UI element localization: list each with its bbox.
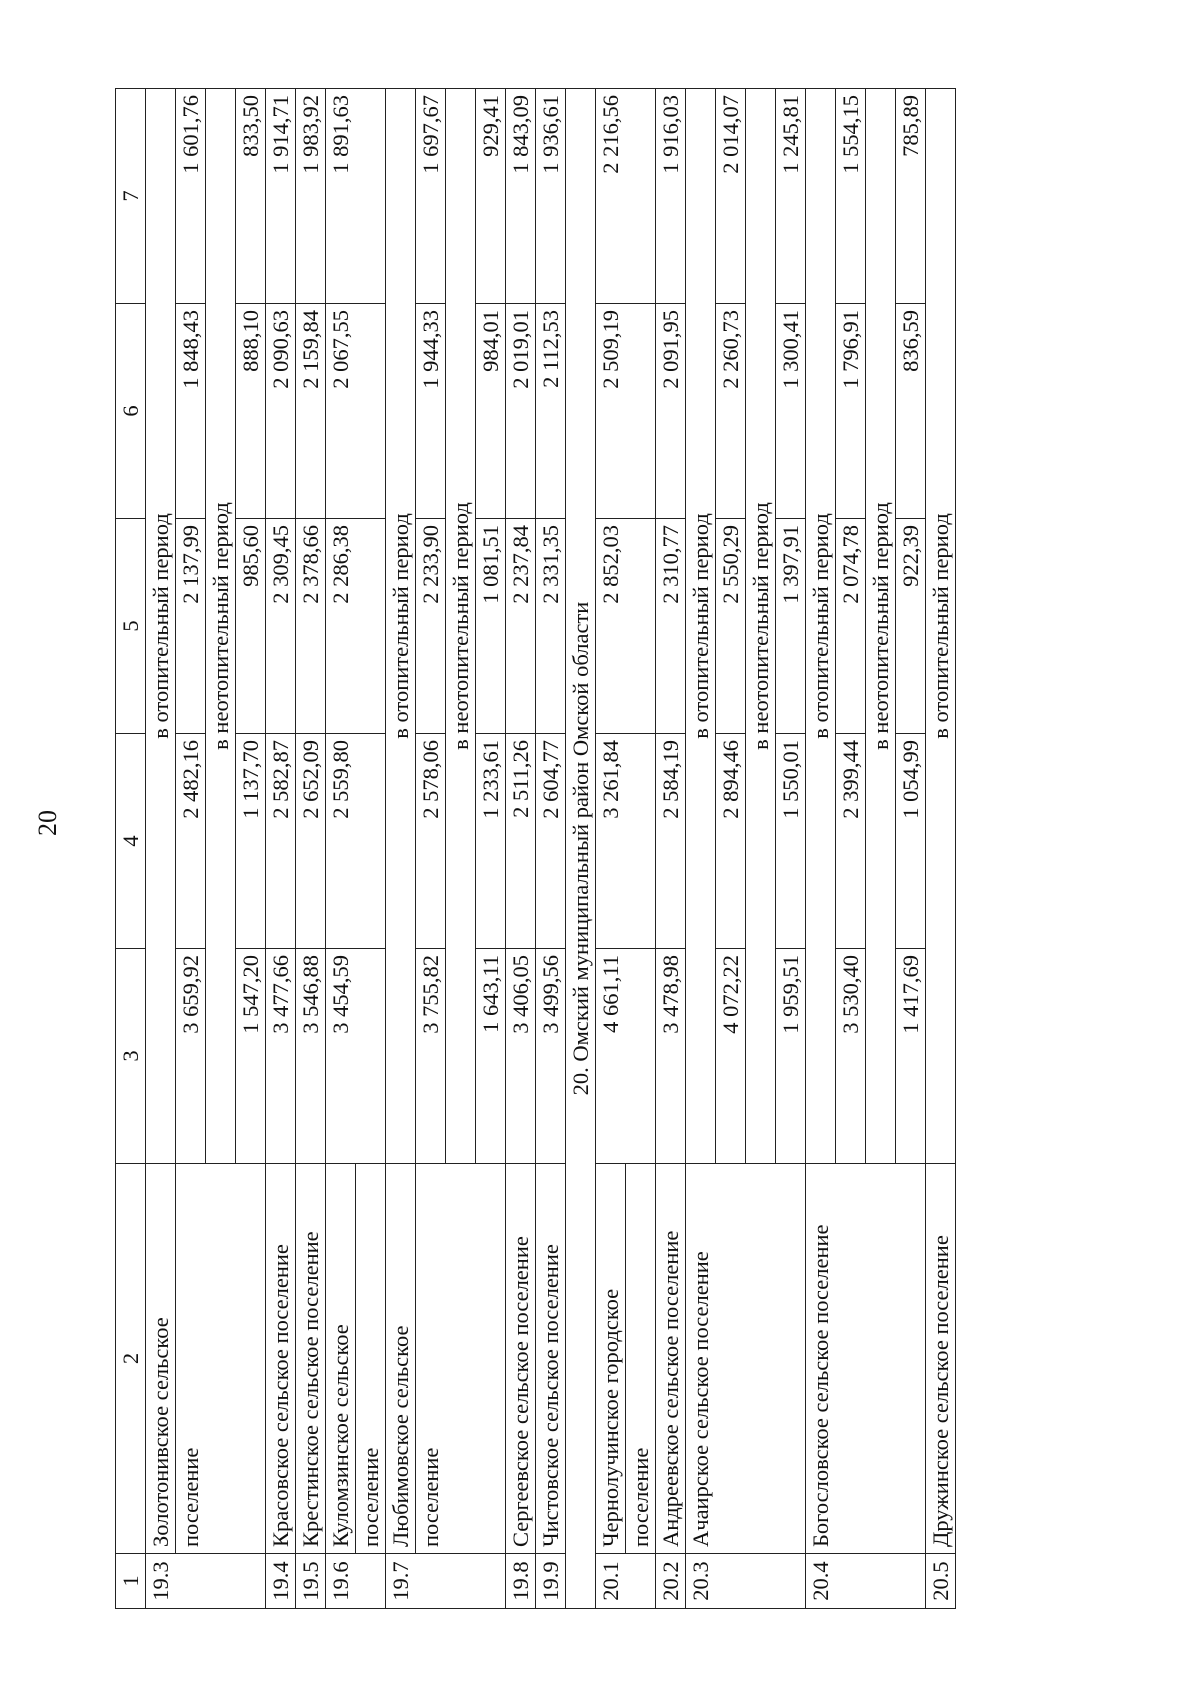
- value-cell: 2 509,19: [596, 304, 656, 519]
- row-id: 19.6: [326, 1554, 386, 1609]
- settlement-name-cont: поселение: [176, 1164, 266, 1554]
- value-cell: 2 137,99: [176, 519, 206, 734]
- value-cell: 3 261,84: [596, 734, 656, 949]
- column-header: 4: [116, 734, 146, 949]
- table-row: [656, 89, 686, 1609]
- value-cell: 1 796,91: [836, 304, 866, 519]
- value-cell: 1 081,51: [476, 519, 506, 734]
- settlement-name-cont: поселение: [416, 1164, 506, 1554]
- value-cell: 833,50: [236, 89, 266, 304]
- section-row: [566, 89, 596, 1609]
- row-id: 19.7: [386, 1554, 506, 1609]
- table-row: [596, 89, 626, 1609]
- value-cell: 2 652,09: [296, 734, 326, 949]
- value-cell: 2 286,38: [326, 519, 386, 734]
- row-id: 19.5: [296, 1554, 326, 1609]
- value-cell: 2 331,35: [536, 519, 566, 734]
- value-cell: 2 216,56: [596, 89, 656, 304]
- value-cell: 2 091,95: [656, 304, 686, 519]
- value-cell: 1 697,67: [416, 89, 446, 304]
- table-row: [386, 89, 416, 1609]
- table-row: [806, 89, 836, 1609]
- value-cell: 1 944,33: [416, 304, 446, 519]
- value-cell: 1 936,61: [536, 89, 566, 304]
- value-cell: 1 417,69: [896, 949, 926, 1164]
- value-cell: 2 112,53: [536, 304, 566, 519]
- page-number: 20: [33, 810, 62, 836]
- value-cell: 2 852,03: [596, 519, 656, 734]
- row-id: 20.3: [686, 1554, 806, 1609]
- value-cell: 3 755,82: [416, 949, 446, 1164]
- value-cell: 2 550,29: [716, 519, 746, 734]
- row-id: 19.4: [266, 1554, 296, 1609]
- table-row: [416, 89, 446, 1609]
- value-cell: 3 530,40: [836, 949, 866, 1164]
- table-row: [296, 89, 326, 1609]
- table-header-row: [116, 89, 146, 1609]
- tariff-table: [115, 88, 956, 1609]
- settlement-name: Чистовское сельское поселение: [536, 1164, 566, 1554]
- value-cell: 1 137,70: [236, 734, 266, 949]
- settlement-name: Крестинское сельское поселение: [296, 1164, 326, 1554]
- value-cell: 2 378,66: [296, 519, 326, 734]
- settlement-name: Дружинское сельское поселение: [926, 1164, 956, 1554]
- value-cell: 1 233,61: [476, 734, 506, 949]
- period-label: в неотопительный период: [746, 89, 776, 1164]
- value-cell: 1 550,01: [776, 734, 806, 949]
- value-cell: 1 959,51: [776, 949, 806, 1164]
- value-cell: 2 067,55: [326, 304, 386, 519]
- period-label: в отопительный период: [926, 89, 956, 1164]
- value-cell: 4 661,11: [596, 949, 656, 1164]
- settlement-name: Любимовское сельское: [386, 1164, 416, 1554]
- row-id: 20.4: [806, 1554, 926, 1609]
- column-header: 3: [116, 949, 146, 1164]
- value-cell: 2 584,19: [656, 734, 686, 949]
- value-cell: 1 300,41: [776, 304, 806, 519]
- settlement-name: Куломзинское сельское: [326, 1164, 356, 1554]
- row-id: 20.5: [926, 1554, 956, 1609]
- section-title: 20. Омский муниципальный район Омской области: [566, 89, 596, 1609]
- value-cell: 785,89: [896, 89, 926, 304]
- column-header: 1: [116, 1554, 146, 1609]
- period-label: в отопительный период: [806, 89, 836, 1164]
- value-cell: 2 578,06: [416, 734, 446, 949]
- period-label: в отопительный период: [686, 89, 716, 1164]
- value-cell: 2 511,26: [506, 734, 536, 949]
- value-cell: 2 399,44: [836, 734, 866, 949]
- value-cell: 3 659,92: [176, 949, 206, 1164]
- settlement-name: Богословское сельское поселение: [806, 1164, 926, 1554]
- settlement-name: Золотонивское сельское: [146, 1164, 176, 1554]
- value-cell: 2 019,01: [506, 304, 536, 519]
- value-cell: 929,41: [476, 89, 506, 304]
- value-cell: 3 454,59: [326, 949, 386, 1164]
- value-cell: 1 891,63: [326, 89, 386, 304]
- value-cell: 836,59: [896, 304, 926, 519]
- value-cell: 2 309,45: [266, 519, 296, 734]
- period-label: в неотопительный период: [446, 89, 476, 1164]
- value-cell: 2 894,46: [716, 734, 746, 949]
- settlement-name-cont: поселение: [626, 1164, 656, 1554]
- value-cell: 1 601,76: [176, 89, 206, 304]
- settlement-name: Красовское сельское поселение: [266, 1164, 296, 1554]
- value-cell: 3 499,56: [536, 949, 566, 1164]
- value-cell: 1 916,03: [656, 89, 686, 304]
- table-row: [146, 89, 176, 1609]
- column-header: 7: [116, 89, 146, 304]
- settlement-name: Чернолучинское городское: [596, 1164, 626, 1554]
- value-cell: 2 159,84: [296, 304, 326, 519]
- period-label: в неотопительный период: [206, 89, 236, 1164]
- value-cell: 984,01: [476, 304, 506, 519]
- row-id: 19.9: [536, 1554, 566, 1609]
- value-cell: 1 554,15: [836, 89, 866, 304]
- column-header: 6: [116, 304, 146, 519]
- rotated-table-container: [115, 89, 1085, 1609]
- row-id: 19.3: [146, 1554, 266, 1609]
- value-cell: 1 054,99: [896, 734, 926, 949]
- value-cell: 2 310,77: [656, 519, 686, 734]
- table-row: [686, 89, 716, 1609]
- value-cell: 3 478,98: [656, 949, 686, 1164]
- value-cell: 2 237,84: [506, 519, 536, 734]
- value-cell: 3 477,66: [266, 949, 296, 1164]
- value-cell: 888,10: [236, 304, 266, 519]
- value-cell: 1 983,92: [296, 89, 326, 304]
- column-header: 2: [116, 1164, 146, 1554]
- period-label: в неотопительный период: [866, 89, 896, 1164]
- value-cell: 1 397,91: [776, 519, 806, 734]
- value-cell: 2 559,80: [326, 734, 386, 949]
- value-cell: 985,60: [236, 519, 266, 734]
- period-label: в отопительный период: [386, 89, 416, 1164]
- settlement-name: Ачаирское сельское поселение: [686, 1164, 806, 1554]
- column-header: 5: [116, 519, 146, 734]
- settlement-name: Андреевское сельское поселение: [656, 1164, 686, 1554]
- table-row: [176, 89, 206, 1609]
- table-row: [326, 89, 356, 1609]
- value-cell: 2 233,90: [416, 519, 446, 734]
- table-row: [506, 89, 536, 1609]
- value-cell: 1 643,11: [476, 949, 506, 1164]
- row-id: 19.8: [506, 1554, 536, 1609]
- value-cell: 2 582,87: [266, 734, 296, 949]
- value-cell: 2 090,63: [266, 304, 296, 519]
- period-label: в отопительный период: [146, 89, 176, 1164]
- value-cell: 3 546,88: [296, 949, 326, 1164]
- value-cell: 2 014,07: [716, 89, 746, 304]
- row-id: 20.1: [596, 1554, 656, 1609]
- value-cell: 4 072,22: [716, 949, 746, 1164]
- value-cell: 1 914,71: [266, 89, 296, 304]
- value-cell: 2 604,77: [536, 734, 566, 949]
- value-cell: 2 074,78: [836, 519, 866, 734]
- settlement-name-cont: поселение: [356, 1164, 386, 1554]
- value-cell: 1 245,81: [776, 89, 806, 304]
- value-cell: 2 482,16: [176, 734, 206, 949]
- table-row: [266, 89, 296, 1609]
- value-cell: 1 547,20: [236, 949, 266, 1164]
- value-cell: 3 406,05: [506, 949, 536, 1164]
- table-row: [536, 89, 566, 1609]
- settlement-name: Сергеевское сельское поселение: [506, 1164, 536, 1554]
- value-cell: 1 848,43: [176, 304, 206, 519]
- value-cell: 922,39: [896, 519, 926, 734]
- row-id: 20.2: [656, 1554, 686, 1609]
- value-cell: 1 843,09: [506, 89, 536, 304]
- table-row: [926, 89, 956, 1609]
- value-cell: 2 260,73: [716, 304, 746, 519]
